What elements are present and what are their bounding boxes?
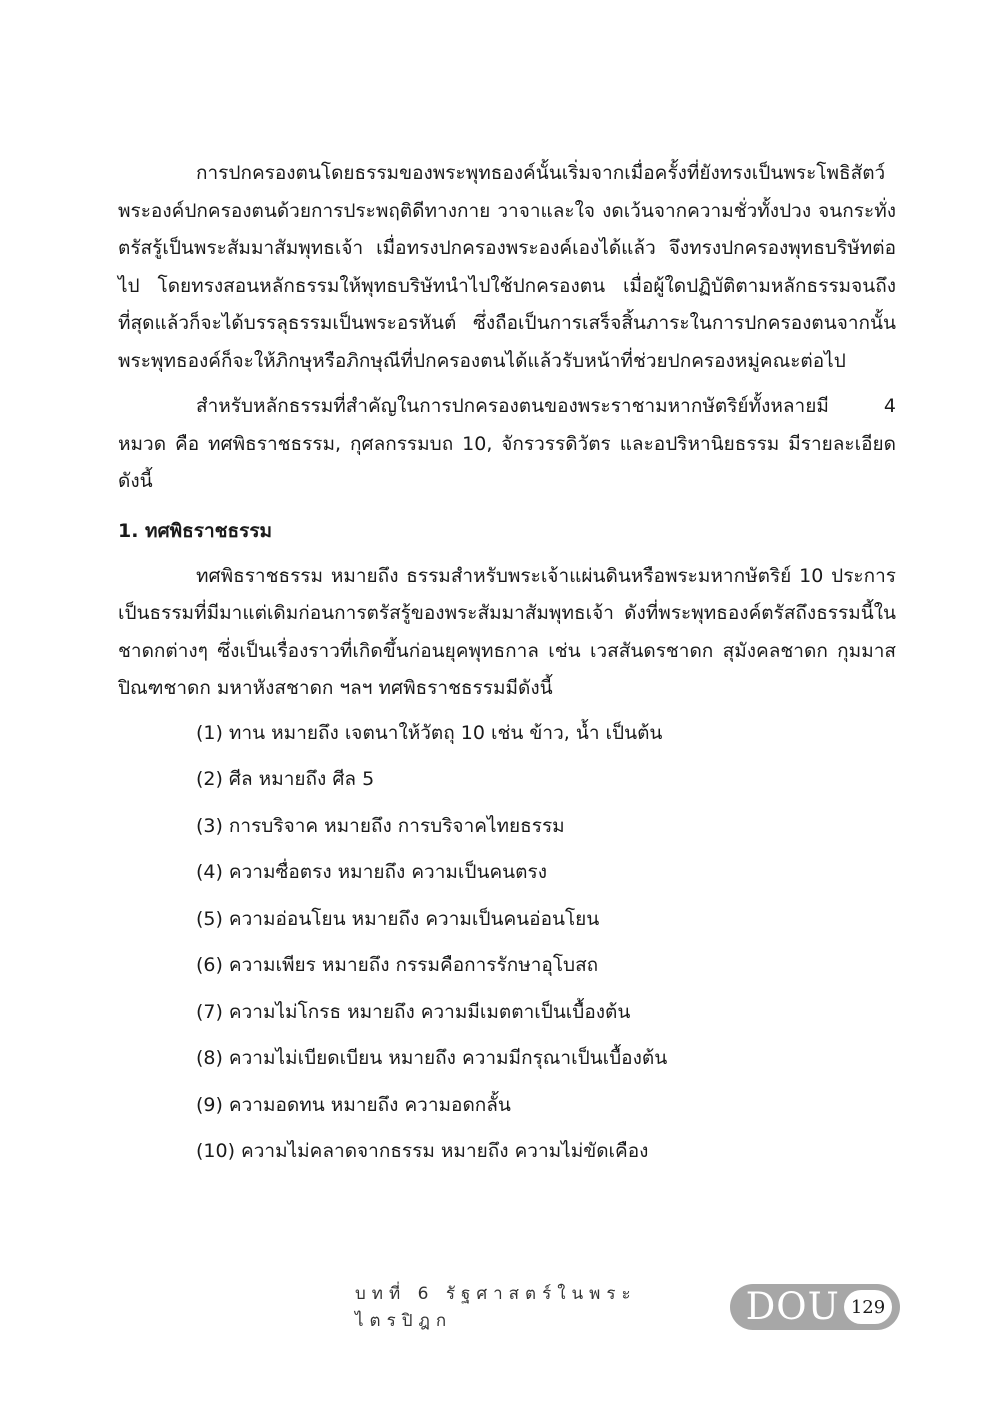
intro-paragraph: สำหรับหลักธรรมที่สำคัญในการปกครองตนของพระราชามหากษัตริย์ทั้งหลายมี 4 หมวด คือ ทศพิธราชธรรม, กุศลกรรมบถ 10, จักรวรรดิวัตร และอปริหานิยธรรม มีรายละเอียดดังนี้ [118,395,896,492]
list-item-number: (6) [196,954,223,976]
section-heading: 1. ทศพิธราชธรรม [118,519,273,542]
list-item [196,950,896,980]
list-item-text: ศีล หมายถึง ศีล 5 [228,768,375,790]
list-item [196,1043,896,1073]
chapter-title: บทที่ 6 รัฐศาสตร์ในพระไตรปิฎก [355,1284,637,1331]
list-item-number: (3) [196,814,223,837]
list-item-text: การบริจาค หมายถึง การบริจาคไทยธรรม [228,814,565,837]
list-item-number: (8) [196,1047,223,1069]
publisher-badge [730,1284,900,1330]
page-footer [355,1283,900,1331]
list-item-number: (4) [196,861,223,883]
list-item-text: ความซื่อตรง หมายถึง ความเป็นคนตรง [228,861,547,883]
list-item-number: (2) [196,768,223,790]
list-item [196,997,896,1027]
list-item-text: ความอดทน หมายถึง ความอดกลั้น [228,1093,511,1116]
list-item-text: ความไม่คลาดจากธรรม หมายถึง ความไม่ขัดเคือง [241,1140,649,1162]
list-item-number: (10) [196,1140,236,1162]
page-number: 129 [844,1290,892,1324]
page-content [118,155,896,1183]
list-item [196,811,896,841]
list-item [196,1136,896,1166]
list-item-number: (1) [196,721,223,744]
list-item [196,764,896,794]
list-item-text: ความไม่เบียดเบียน หมายถึง ความมีกรุณาเป็นเบื้องต้น [228,1047,668,1069]
list-item-text: ความไม่โกรธ หมายถึง ความมีเมตตาเป็นเบื้องต้น [228,1000,631,1023]
list-item-text: ความเพียร หมายถึง กรรมคือการรักษาอุโบสถ [228,954,599,976]
intro-paragraph: การปกครองตนโดยธรรมของพระพุทธองค์นั้นเริ่มจากเมื่อครั้งที่ยังทรงเป็นพระโพธิสัตว์ พระองค์ปกครองตนด้วยการประพฤติดีทางกาย วาจาและใจ งดเว้นจากความชั่วทั้งปวง จนกระทั่งตรัสรู้เป็นพระสัมมาสัมพุทธเจ้า เมื่อทรงปกครองพระองค์เองได้แล้ว จึงทรงปกครองพุทธบริษัทต่อไป โดยทรงสอนหลักธรรมให้พุทธบริษัทนำไปใช้ปกครองตน เมื่อผู้ใดปฏิบัติตามหลักธรรมจนถึงที่สุดแล้วก็จะได้บรรลุธรรมเป็นพระอรหันต์ ซึ่งถือเป็นการเสร็จสิ้นภาระในการปกครองตนจากนั้นพระพุทธองค์ก็จะให้ภิกษุหรือภิกษุณีที่ปกครองตนได้แล้วรับหน้าที่ช่วยปกครองหมู่คณะต่อไป [118,162,896,372]
list-item-number: (7) [196,1000,223,1023]
list-item-number: (9) [196,1093,223,1116]
list-item-text: ทาน หมายถึง เจตนาให้วัตถุ 10 เช่น ข้าว, น้ำ เป็นต้น [228,721,663,744]
list-item [196,857,896,887]
list-item-number: (5) [196,907,223,930]
list-item [196,718,896,748]
dharma-list [118,718,896,1167]
list-item-text: ความอ่อนโยน หมายถึง ความเป็นคนอ่อนโยน [228,907,600,930]
list-item [196,1090,896,1120]
list-item [196,904,896,934]
section-paragraph: ทศพิธราชธรรม หมายถึง ธรรมสำหรับพระเจ้าแผ่นดินหรือพระมหากษัตริย์ 10 ประการ เป็นธรรมที่มีมาแต่เดิมก่อนการตรัสรู้ของพระสัมมาสัมพุทธเจ้า ดังที่พระพุทธองค์ตรัสถึงธรรมนี้ในชาดกต่างๆ ซึ่งเป็นเรื่องราวที่เกิดขึ้นก่อนยุคพุทธกาล เช่น เวสสันดรชาดก สุมังคลชาดก กุมมาสปิณฑชาดก มหาหังสชาดก ฯลฯ ทศพิธราชธรรมมีดังนี้ [118,564,896,699]
dou-logo: DOU [745,1285,840,1328]
